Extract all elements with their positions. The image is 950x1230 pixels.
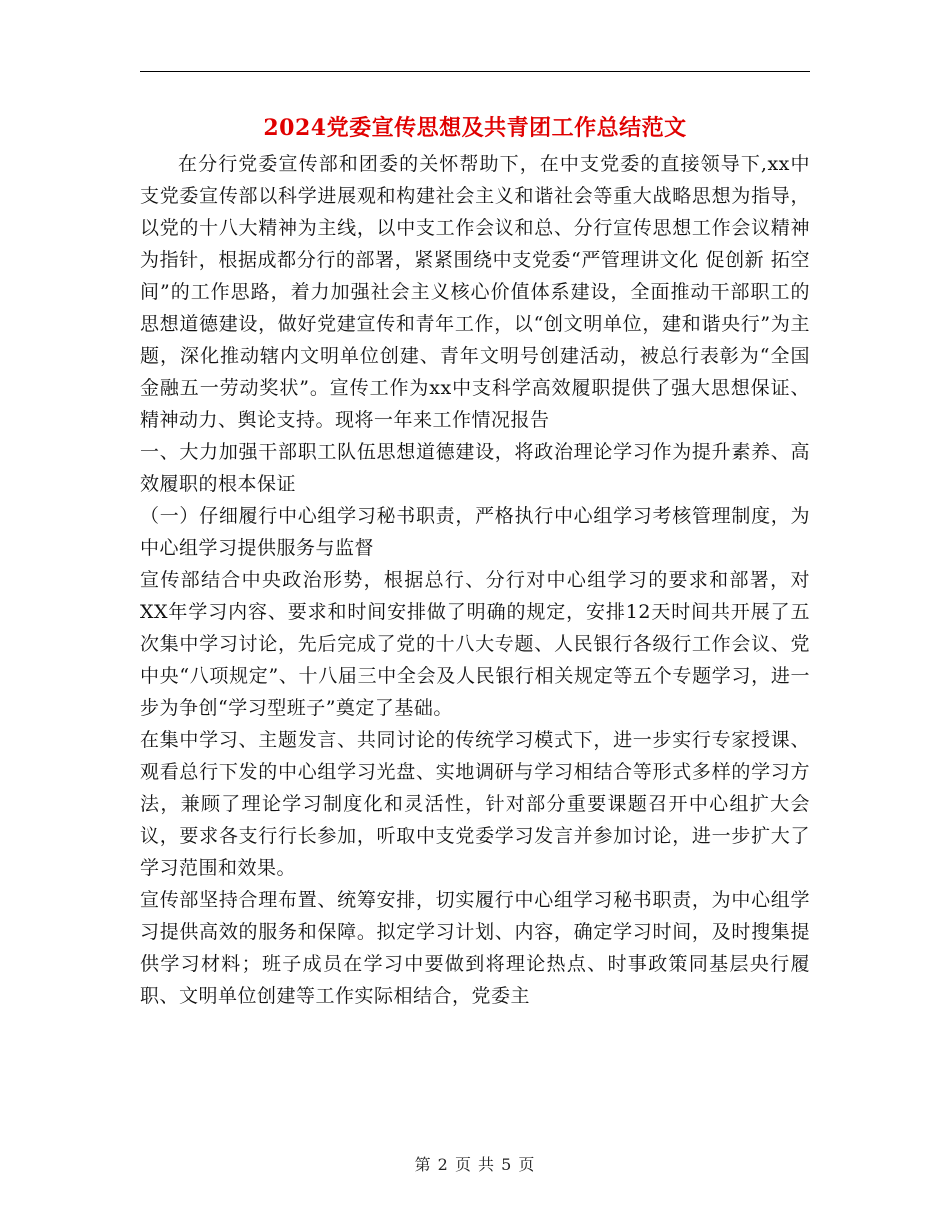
body-paragraph: 宣传部坚持合理布置、统筹安排，切实履行中心组学习秘书职责，为中心组学习提供高效的服务和保障。拟定学习计划、内容，确定学习时间，及时搜集提供学习材料；班子成员在学习中要做到将理论热点、时事政策同基层央行履职、文明单位创建等工作实际相结合，党委主 (140, 889, 810, 1007)
page-number-footer: 第 2 页 共 5 页 (414, 1155, 536, 1174)
header-rule (140, 71, 810, 72)
intro-paragraph: 在分行党委宣传部和团委的关怀帮助下，在中支党委的直接领导下,xx中支党委宣传部以科学进展观和构建社会主义和谐社会等重大战略思想为指导，以党的十八大精神为主线，以中支工作会议和总、分行宣传思想工作会议精神为指针，根据成都分行的部署，紧紧围绕中支党委“严管理讲文化 促创新 拓空间”的工作思路，着力加强社会主义核心价值体系建设，全面推动干部职工的思想道德建设，做好党建宣传和青年工作，以“创文明单位，建和谐央行”为主题，深化推动辖内文明单位创建、青年文明号创建活动，被总行表彰为“全国金融五一劳动奖状”。宣传工作为xx中支科学高效履职提供了强大思想保证、精神动力、舆论支持。现将一年来工作情况报告 (140, 153, 810, 431)
document-body (140, 148, 810, 1012)
body-paragraph: 在集中学习、主题发言、共同讨论的传统学习模式下，进一步实行专家授课、观看总行下发的中心组学习光盘、实地调研与学习相结合等形式多样的学习方法，兼顾了理论学习制度化和灵活性，针对部分重要课题召开中心组扩大会议，要求各支行行长参加，听取中支党委学习发言并参加讨论，进一步扩大了学习范围和效果。 (140, 729, 810, 879)
document-title: 2024党委宣传思想及共青团工作总结范文 (263, 115, 687, 141)
subsection-heading-1: （一）仔细履行中心组学习秘书职责，严格执行中心组学习考核管理制度，为中心组学习提供服务与监督 (140, 505, 810, 559)
body-paragraph: 宣传部结合中央政治形势，根据总行、分行对中心组学习的要求和部署，对XX年学习内容、要求和时间安排做了明确的规定，安排12天时间共开展了五次集中学习讨论，先后完成了党的十八大专题、人民银行各级行工作会议、党中央“八项规定”、十八届三中全会及人民银行相关规定等五个专题学习，进一步为争创“学习型班子”奠定了基础。 (140, 569, 810, 719)
section-heading-1: 一、大力加强干部职工队伍思想道德建设，将政治理论学习作为提升素养、高效履职的根本保证 (140, 441, 810, 495)
